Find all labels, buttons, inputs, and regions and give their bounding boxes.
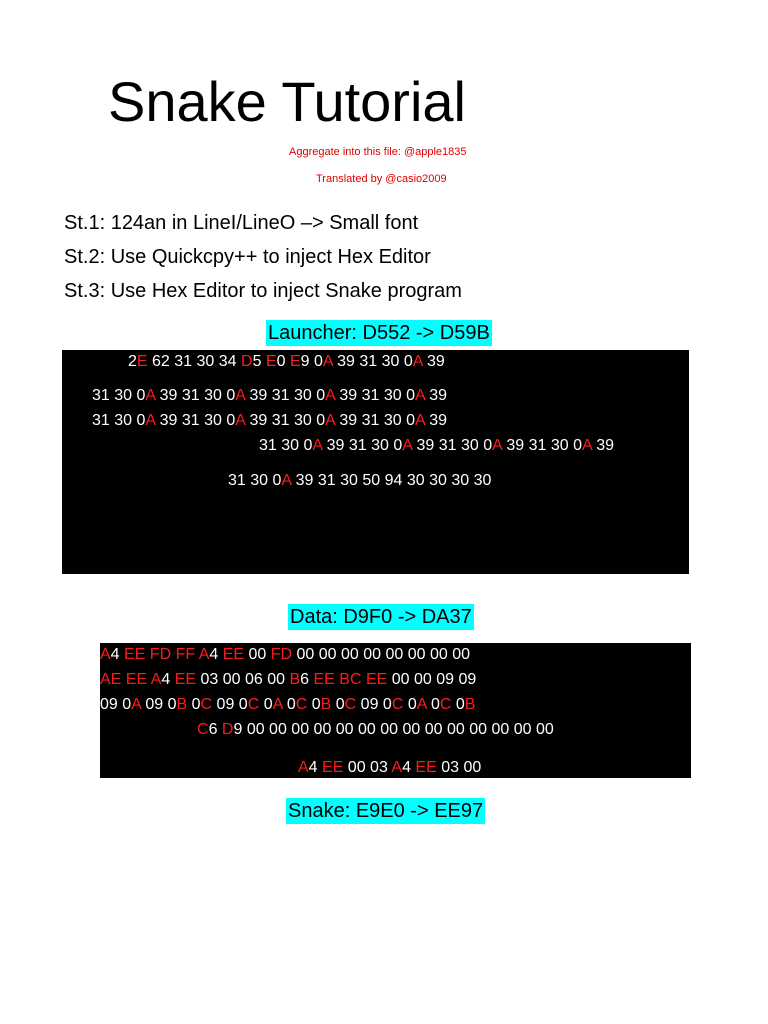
hex-highlight: AE EE A — [100, 671, 162, 688]
hex-highlight: EE — [415, 759, 437, 776]
hex-highlight: C — [200, 696, 213, 713]
hex-text: 4 — [110, 646, 125, 663]
hex-highlight: A — [402, 437, 413, 454]
hex-text: 39 31 30 0 — [334, 412, 416, 429]
hex-line — [259, 436, 614, 456]
hex-highlight: EE — [222, 646, 245, 663]
hex-text: 4 — [161, 671, 175, 688]
hex-text: 39 — [422, 353, 445, 370]
hex-text: 00 00 00 00 00 00 00 00 — [292, 646, 470, 663]
hex-text: 6 — [300, 671, 314, 688]
hex-highlight: FD — [270, 646, 293, 663]
hex-line — [100, 695, 475, 715]
hex-text: 4 — [402, 759, 416, 776]
hex-text: 9 0 — [300, 353, 323, 370]
hex-text: 39 31 30 0 — [322, 437, 403, 454]
hex-highlight: EE — [322, 759, 344, 776]
hex-text: 0 — [276, 353, 290, 370]
launcher-heading: Launcher: D552 -> D59B — [268, 322, 490, 344]
step-1: St.1: 124an in LineI/LineO –> Small font — [64, 212, 419, 234]
hex-text: 09 0 — [356, 696, 392, 713]
hex-line — [100, 645, 470, 665]
hex-highlight: A — [391, 759, 403, 776]
hex-line — [128, 352, 445, 372]
translator-credit: Translated by @casio2009 — [316, 173, 447, 185]
hex-highlight: C — [439, 696, 452, 713]
hex-highlight: EE BC EE — [313, 671, 388, 688]
hex-highlight: D — [241, 353, 253, 370]
hex-text: 00 03 — [343, 759, 392, 776]
hex-line — [100, 670, 476, 690]
aggregate-credit: Aggregate into this file: @apple1835 — [289, 146, 467, 158]
hex-text: 39 — [424, 412, 448, 429]
hex-line — [92, 411, 447, 431]
hex-text: 39 31 30 0 — [412, 437, 493, 454]
hex-text: 39 31 30 0 — [155, 412, 236, 429]
data-hex-block — [100, 643, 691, 778]
hex-text: 5 — [252, 353, 266, 370]
hex-highlight: B — [176, 696, 188, 713]
step-3: St.3: Use Hex Editor to inject Snake program — [64, 280, 462, 302]
hex-line — [197, 720, 554, 740]
hex-text: 6 — [208, 721, 222, 738]
hex-text: 39 31 30 0 — [155, 387, 236, 404]
hex-text: 39 31 30 0 — [245, 387, 326, 404]
hex-highlight: A — [235, 387, 246, 404]
hex-highlight: A — [272, 696, 283, 713]
hex-highlight: B — [289, 671, 301, 688]
hex-highlight: C — [344, 696, 357, 713]
hex-highlight: A — [325, 412, 335, 429]
hex-text: 62 31 30 34 — [147, 353, 241, 370]
hex-text: 31 30 0 — [228, 472, 282, 489]
hex-text: 0 — [187, 696, 201, 713]
hex-line — [228, 471, 491, 491]
hex-text: 0 — [403, 696, 417, 713]
hex-text: 0 — [451, 696, 465, 713]
hex-highlight: E — [136, 353, 148, 370]
snake-heading: Snake: E9E0 -> EE97 — [288, 800, 484, 822]
hex-highlight: A — [235, 412, 246, 429]
hex-highlight: D — [221, 721, 234, 738]
hex-text: 09 0 — [140, 696, 177, 713]
hex-highlight: A — [145, 387, 156, 404]
hex-text: 39 31 30 0 — [501, 437, 583, 454]
hex-highlight: A — [415, 412, 425, 429]
hex-highlight: E — [265, 353, 277, 370]
hex-text: 39 31 30 0 — [245, 412, 326, 429]
hex-text: 39 31 30 0 — [332, 353, 413, 370]
hex-text: 09 0 — [212, 696, 248, 713]
hex-highlight: A — [298, 759, 309, 776]
hex-text: 31 30 0 — [92, 412, 146, 429]
hex-highlight: A — [325, 387, 335, 404]
hex-highlight: A — [322, 353, 333, 370]
hex-text: 09 0 — [100, 696, 132, 713]
data-heading: Data: D9F0 -> DA37 — [290, 606, 472, 628]
hex-text: 4 — [209, 646, 223, 663]
hex-text: 39 31 30 0 — [334, 387, 416, 404]
hex-highlight: A — [412, 353, 423, 370]
hex-highlight: C — [247, 696, 260, 713]
hex-highlight: A — [131, 696, 141, 713]
hex-highlight: EE — [174, 671, 197, 688]
hex-highlight: EE FD FF A — [124, 646, 210, 663]
hex-highlight: C — [295, 696, 308, 713]
step-2: St.2: Use Quickcpy++ to inject Hex Editor — [64, 246, 431, 268]
hex-text: 9 00 00 00 00 00 00 00 00 00 00 00 00 00 00 — [233, 721, 554, 738]
hex-text: 39 — [424, 387, 448, 404]
hex-text: 31 30 0 — [259, 437, 313, 454]
hex-highlight: A — [145, 412, 156, 429]
hex-highlight: B — [464, 696, 476, 713]
hex-highlight: A — [100, 646, 111, 663]
hex-highlight: E — [289, 353, 301, 370]
hex-highlight: A — [492, 437, 502, 454]
hex-text: 0 — [426, 696, 440, 713]
hex-highlight: A — [281, 472, 292, 489]
hex-text: 0 — [259, 696, 273, 713]
hex-highlight: A — [312, 437, 323, 454]
hex-text: 4 — [308, 759, 323, 776]
hex-text: 00 — [244, 646, 271, 663]
hex-text: 0 — [331, 696, 345, 713]
hex-highlight: B — [320, 696, 332, 713]
hex-text: 0 — [282, 696, 296, 713]
hex-highlight: A — [582, 437, 592, 454]
hex-text: 00 00 09 09 — [387, 671, 477, 688]
hex-highlight: C — [391, 696, 404, 713]
page-title: Snake Tutorial — [108, 70, 466, 133]
hex-highlight: C — [197, 721, 209, 738]
hex-text: 0 — [307, 696, 321, 713]
hex-text: 31 30 0 — [92, 387, 146, 404]
hex-highlight: A — [416, 696, 427, 713]
hex-line — [298, 758, 481, 778]
hex-line — [92, 386, 447, 406]
hex-text: 39 31 30 50 94 30 30 30 30 — [291, 472, 492, 489]
hex-text: 2 — [128, 353, 137, 370]
hex-text: 39 — [591, 437, 615, 454]
hex-text: 03 00 — [436, 759, 482, 776]
hex-text: 03 00 06 00 — [196, 671, 290, 688]
hex-highlight: A — [415, 387, 425, 404]
launcher-hex-block — [62, 350, 689, 574]
